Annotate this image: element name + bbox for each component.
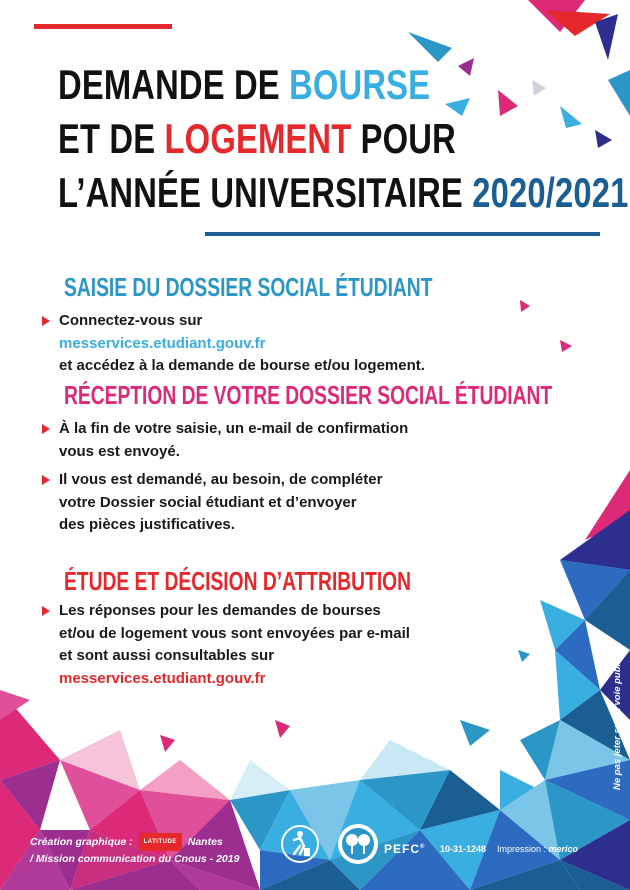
list-item: Connectez-vous sur messervices.etudiant.gouv.fr et accédez à la demande de bourse et/ou logement.	[42, 310, 425, 378]
bullet-arrow-icon	[42, 424, 50, 434]
list-item: À la fin de votre saisie, un e-mail de confirmation vous est envoyé.	[42, 418, 408, 463]
messervices-link[interactable]: messervices.etudiant.gouv.fr	[59, 334, 266, 352]
title-line-3: L’ANNÉE UNIVERSITAIRE 2020/2021	[58, 169, 629, 216]
footer-logos	[280, 822, 390, 866]
bullet-arrow-icon	[42, 316, 50, 326]
title-line-2: ET DE LOGEMENT POUR	[58, 115, 456, 162]
list-item: Les réponses pour les demandes de bourses et/ou de logement vous sont envoyées par e-mail et sont aussi consultables sur messervices.etudiant.gouv.fr	[42, 600, 410, 690]
pefc-tree-icon	[338, 824, 378, 864]
top-red-rule	[34, 24, 172, 29]
list-item: Il vous est demandé, au besoin, de compléter votre Dossier social étudiant et d’envoyer des pièces justificatives.	[42, 469, 382, 537]
bullet-arrow-icon	[42, 475, 50, 485]
title-line-1: DEMANDE DE BOURSE	[58, 61, 431, 108]
recycle-icon	[282, 826, 318, 862]
section-heading-reception: RÉCEPTION DE VOTRE DOSSIER SOCIAL ÉTUDIANT	[64, 380, 553, 410]
section-heading-etude: ÉTUDE ET DÉCISION D’ATTRIBUTION	[64, 566, 412, 596]
pefc-number: 10-31-1248	[440, 844, 487, 854]
title-underline-rule	[205, 232, 600, 236]
page-title	[58, 58, 628, 220]
credits: Création graphique : LATITUDE Nantes / Mission communication du Cnous - 2019	[30, 833, 239, 867]
latitude-logo: LATITUDE	[139, 833, 182, 851]
printer-credit: Impression : merico	[497, 844, 579, 854]
section-heading-saisie: SAISIE DU DOSSIER SOCIAL ÉTUDIANT	[64, 272, 433, 302]
side-note: Ne pas jeter sur la voie publique.	[612, 641, 623, 790]
messervices-link-red[interactable]: messervices.etudiant.gouv.fr	[59, 669, 266, 687]
bullet-arrow-icon	[42, 606, 50, 616]
pefc-label: PEFC®	[384, 842, 426, 856]
